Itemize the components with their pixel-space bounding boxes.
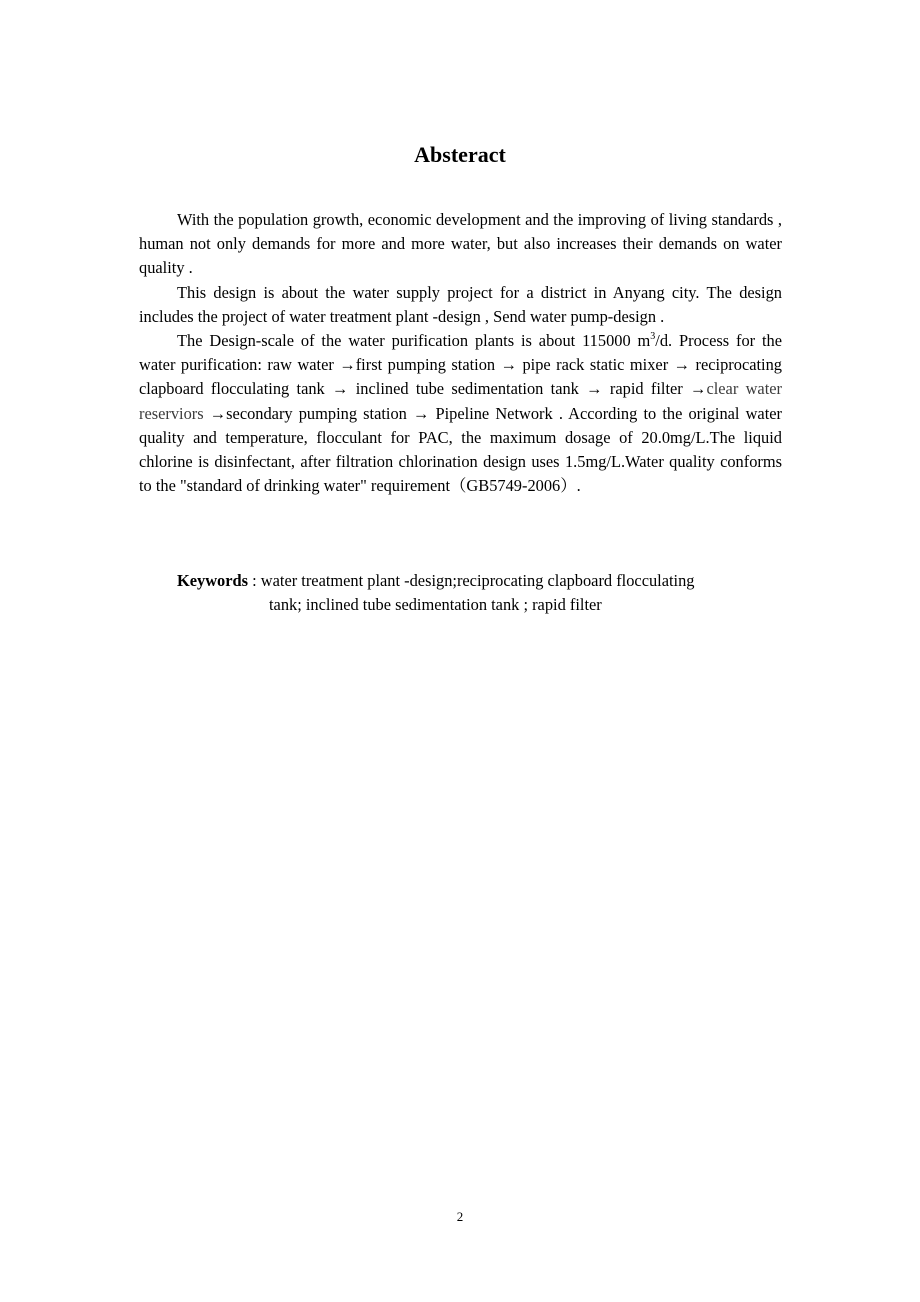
page-number: 2: [456, 1209, 464, 1224]
keywords-block: [177, 569, 777, 617]
keywords-label: Keywords: [177, 571, 249, 590]
abstract-paragraph-3: [139, 329, 782, 498]
abstract-body: [139, 208, 782, 498]
abstract-paragraph-2: This design is about the water supply project for a district in Anyang city. The design includes the project of water treatment plant -design , Send water pump-design .: [139, 282, 782, 326]
paragraph-3-scale-text: The Design-scale of the water purification plants is about 115000 m: [177, 331, 651, 351]
abstract-title: Absteract: [414, 142, 506, 167]
keywords-separator: :: [248, 571, 261, 590]
cubic-superscript: 3: [650, 331, 656, 343]
keywords-text-2: tank; inclined tube sedimentation tank ; rapid filter: [269, 595, 602, 615]
keywords-line-2: [177, 593, 777, 617]
keywords-text-1: water treatment plant -design;reciprocating clapboard flocculating: [260, 571, 695, 590]
paragraph-3-process-text: /d. Process for the water purification: raw water →first pumping station → pipe rack static mixer → reciprocating clapboard flocculating tank → inclined tube sedimentation tank → rapid filter →: [139, 331, 782, 399]
abstract-paragraph-1: With the population growth, economic development and the improving of living standards , human not only demands for more and more water, but also increases their demands on water quality .: [139, 210, 782, 278]
keywords-line-1: [177, 569, 777, 593]
paragraph-3-remaining-text: →secondary pumping station → Pipeline Network . According to the original water quality and temperature, flocculant for PAC, the maximum dosage of 20.0mg/L.The liquid chlorine is disinfectant, after filtration chlorination design uses 1.5mg/L.Water quality conforms to the "standard of drinking water" requirement（GB5749-2006）.: [139, 403, 782, 496]
clear-water-reservoirs-text: clear water reserviors: [139, 379, 782, 423]
